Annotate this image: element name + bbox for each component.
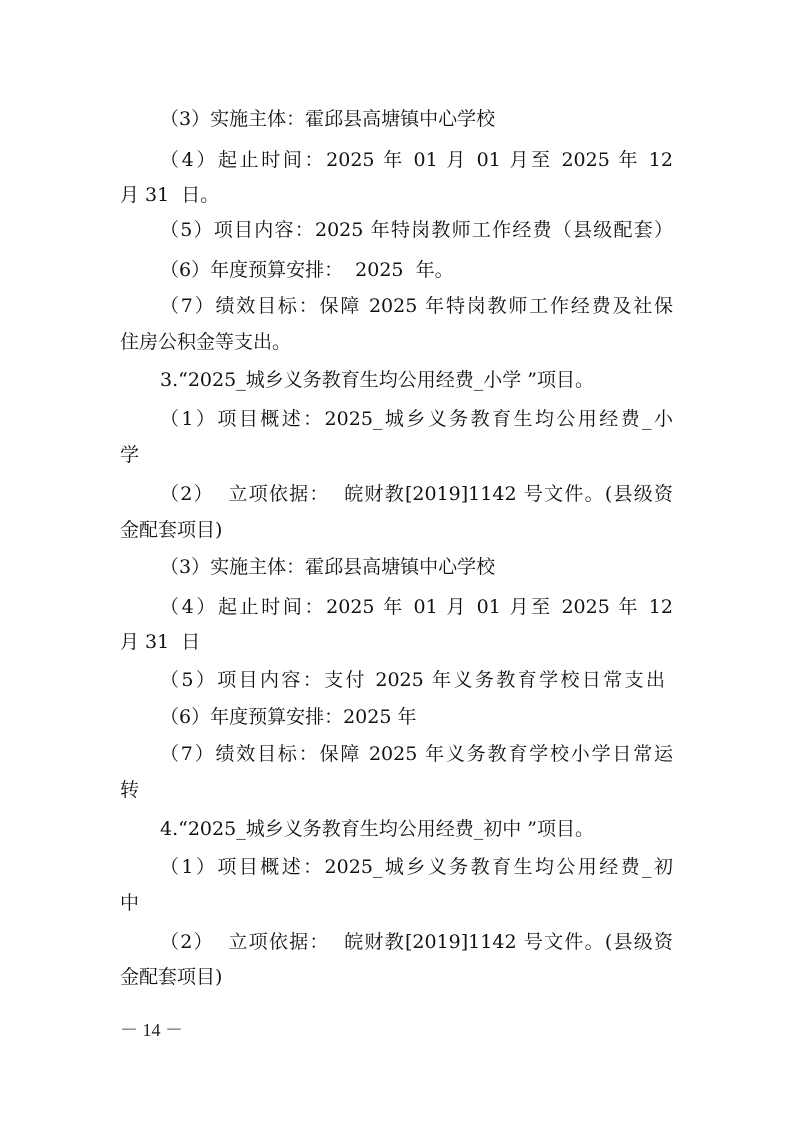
paragraph-line: 月 31 日。 xyxy=(120,184,220,206)
page-number: － 14 － xyxy=(120,1020,183,1040)
paragraph-line: 中 xyxy=(120,892,140,914)
paragraph-line: 月 31 日 xyxy=(120,631,201,653)
paragraph-line: 学 xyxy=(120,444,140,466)
paragraph-line: （1）项目概述：2025_城乡义务教育生均公用经费_初 xyxy=(160,856,673,878)
paragraph-line: 转 xyxy=(120,779,140,801)
paragraph-line: （6）年度预算安排： 2025 年。 xyxy=(160,259,454,281)
paragraph-line: （3）实施主体：霍邱县高塘镇中心学校 xyxy=(160,556,496,578)
paragraph-line: （7）绩效目标：保障 2025 年义务教育学校小学日常运 xyxy=(160,743,673,765)
paragraph-line: 金配套项目) xyxy=(120,966,223,988)
paragraph-line: （4）起止时间：2025 年 01 月 01 月至 2025 年 12 xyxy=(160,149,673,171)
paragraph-line: （4）起止时间：2025 年 01 月 01 月至 2025 年 12 xyxy=(160,596,673,618)
paragraph-line: （3）实施主体：霍邱县高塘镇中心学校 xyxy=(160,108,496,130)
paragraph-line: （6）年度预算安排：2025 年 xyxy=(160,706,417,728)
paragraph-line: （5）项目内容：支付 2025 年义务教育学校日常支出 xyxy=(160,669,665,691)
paragraph-line: （7）绩效目标：保障 2025 年特岗教师工作经费及社保 xyxy=(160,295,673,317)
paragraph-line: 金配套项目) xyxy=(120,519,223,541)
paragraph-line: （1）项目概述：2025_城乡义务教育生均公用经费_小 xyxy=(160,408,673,430)
paragraph-line: （2） 立项依据： 皖财教[2019]1142 号文件。(县级资 xyxy=(160,483,673,505)
paragraph-line: 4.“2025_城乡义务教育生均公用经费_初中 ”项目。 xyxy=(160,818,594,840)
paragraph-line: 住房公积金等支出。 xyxy=(120,331,292,353)
paragraph-line: 3.“2025_城乡义务教育生均公用经费_小学 ”项目。 xyxy=(160,369,594,391)
paragraph-line: （5）项目内容：2025 年特岗教师工作经费（县级配套） xyxy=(160,219,673,241)
paragraph-line: （2） 立项依据： 皖财教[2019]1142 号文件。(县级资 xyxy=(160,931,673,953)
